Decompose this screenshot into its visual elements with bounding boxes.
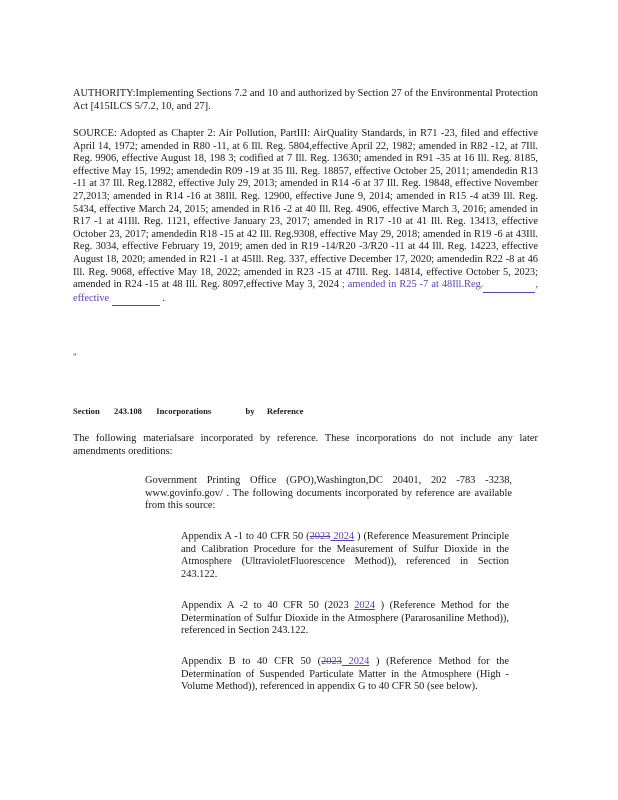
appendix-entry	[181, 600, 509, 638]
section-title-reference: Reference	[266, 406, 304, 416]
appendix-description: ) (Reference Method for the Determination of Sulfur Dioxide in the Atmosphere (Pararosaniline Method)), referenced in Section 243.122.	[181, 600, 509, 637]
amendment-blank-reg	[483, 279, 535, 293]
section-number: 243.108	[114, 406, 142, 416]
authority-text: AUTHORITY:Implementing Sections 7.2 and 10 and authorized by Section 27 of the Environmental Protection Act [415ILCS 5/7.2, 10, and 27].	[73, 88, 538, 112]
section-title-by: by	[245, 406, 255, 416]
intro-text: The following materialsare incorporated by reference. These incorporations do not include any later amendments oreditions:	[73, 433, 538, 457]
inserted-year: 2024	[354, 600, 376, 611]
effective-label: effective	[73, 292, 110, 304]
section-heading	[73, 406, 304, 416]
intro-paragraph	[73, 433, 538, 458]
appendix-description: ) (Reference Method for the Determination of Suspended Particulate Matter in the Atmosphere (High -Volume Method)), referenced in appendix G to 40 CFR 50 (see below).	[181, 656, 509, 693]
section-title: Incorporations	[156, 406, 212, 416]
source-end-period: .	[162, 292, 165, 304]
gpo-source-paragraph	[145, 475, 512, 513]
appendix-prefix: Appendix A -2 to 40 CFR 50 (2023	[181, 600, 355, 611]
amendment-comma: ,	[535, 279, 538, 291]
source-note	[73, 128, 538, 306]
authority-note	[73, 88, 538, 113]
appendix-prefix: Appendix A -1 to 40 CFR 50 (	[181, 531, 310, 542]
appendix-prefix: Appendix B to 40 CFR 50 (	[181, 656, 322, 667]
stray-mark: "	[73, 352, 77, 362]
deleted-year: 2023	[321, 656, 342, 667]
inserted-year: 2024	[341, 656, 370, 667]
appendix-entry	[181, 656, 509, 694]
effective-date-blank	[112, 293, 160, 307]
inserted-year: 2024	[330, 531, 355, 542]
appendix-entry	[181, 531, 509, 581]
appendix-description: ) (Reference Measurement Principle and Calibration Procedure for the Measurement of Sulfur Dioxide in the Atmosphere (UltravioletFluorescence Method)), referenced in Section 243.122.	[181, 531, 509, 580]
gpo-text: Government Printing Office (GPO),Washington,DC 20401, 202 -783 -3238, www.govinfo.gov/ . The following documents incorporated by reference are available from this source:	[145, 475, 512, 512]
pending-amendment-text: ; amended in R25 -7 at 48Ill.Reg.	[341, 279, 484, 291]
section-label: Section	[73, 406, 100, 416]
deleted-year: 2023	[309, 531, 331, 542]
source-history-text: SOURCE: Adopted as Chapter 2: Air Pollution, PartIII: AirQuality Standards, in R71 -23, filed and effective April 14, 1972; amended in R80 -11, at 6 Ill. Reg. 5804,effective April 22, 1982; amended in R82 -12, at 7Ill. Reg. 9906, effective August 18, 198 3; codified at 7 Ill. Reg. 13630; amended in R91 -35 at 16 Ill. Reg. 8185, effective May 15, 1992; amendedin R09 -19 at 35 Ill. Reg. 18857, effective October 25, 2011; amendedin R13 -11 at 37 Ill. Reg.12882, effective July 29, 2013; amended in R14 -6 at 37 Ill. Reg. 19848, effective November 27,2013; amended in R14 -16 at 38Ill. Reg. 12900, effective June 9, 2014; amended in R15 -4 at39 Ill. Reg. 5434, effective March 24, 2015; amended in R16 -2 at 40 Ill. Reg. 4906, effective March 3, 2016; amended in R17 -1 at 41Ill. Reg. 1121, effective January 23, 2017; amended in R17 -10 at 41 Ill. Reg. 13413, effective October 23, 2017; amendedin R18 -15 at 42 Ill. Reg.9308, effective May 29, 2018; amended in R19 -6 at 43Ill. Reg. 3034, effective February 19, 2019; amen ded in R19 -14/R20 -3/R20 -11 at 44 Ill. Reg. 14223, effective August 18, 2020; amended in R21 -1 at 45Ill. Reg. 337, effective December 17, 2020; amendedin R22 -8 at 46 Ill. Reg. 9068, effective May 18, 2022; amended in R23 -15 at 47Ill. Reg. 14814, effective October 5, 2023; amended in R24 -15 at 48 Ill. Reg. 8097,effective May 3, 2024	[73, 128, 538, 291]
